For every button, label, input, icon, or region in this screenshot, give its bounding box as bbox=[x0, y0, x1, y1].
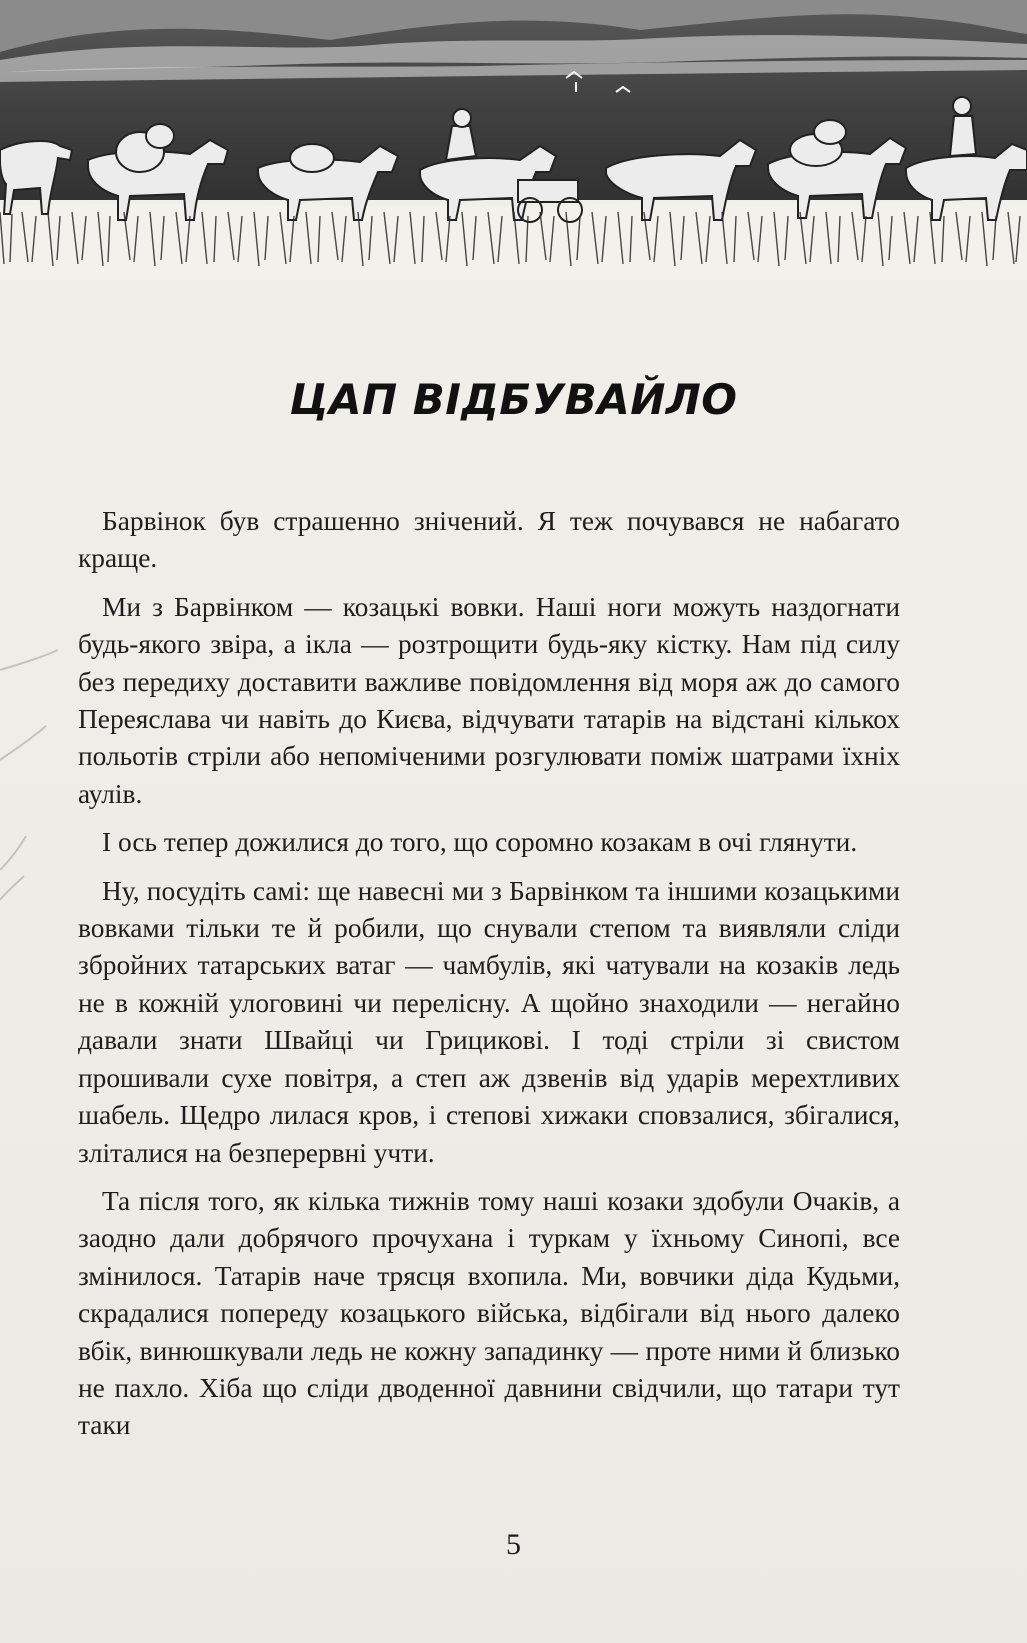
paragraph: Ну, посудіть самі: ще навесні ми з Барвінком та іншими козацькими вовками тільки те й робили, що снували степом та виявляли сліди збройних татарських ватаг — чамбулів, які чатували на козаків ледь не в кожній улоговині чи перелісну. А щойно знаходили — негайно давали знати Швайці чи Грицикові. І тоді стріли зі свистом прошивали сухе повітря, а степ аж дзвенів від ударів мерехтливих шабель. Щедро лилася кров, і степові хижаки сповзалися, збігалися, зліталися на безперервні учти. bbox=[78, 875, 900, 1168]
paragraph: Та після того, як кілька тижнів тому наші козаки здобули Очаків, а заодно дали добрячого прочухана і туркам у їхньому Синопі, все змінилося. Татарів наче трясця вхопила. Ми, вовчики діда Кудьми, скрадалися попереду козацького війська, відбігали від нього далеко вбік, винюшкували ледь не кожну западинку — проте ними й близько не пахло. Хіба що сліди дводенної давнини свідчили, що татари тут таки bbox=[78, 1185, 900, 1441]
chapter-title: ЦАП ВІДБУВАЙЛО bbox=[289, 375, 738, 424]
paragraph: І ось тепер дожилися до того, що соромно козакам в очі глянути. bbox=[102, 827, 858, 858]
paragraph: Барвінок був страшенно знічений. Я теж почувався не набагато краще. bbox=[78, 506, 900, 574]
caravan-illustration bbox=[0, 0, 1027, 280]
chapter-body bbox=[78, 503, 900, 1456]
paragraph: Ми з Барвінком — козацькі вовки. Наші ноги можуть наздогнати будь-якого звіра, а ікла — розтрощити будь-яку кістку. Нам під силу без передиху доставити важливе повідомлення від моря аж до самого Переяслава чи навіть до Києва, відчувати татарів на відстані кількох польотів стріли або непоміченими розгулювати поміж шатрами їхніх аулів. bbox=[78, 591, 900, 809]
page-number: 5 bbox=[506, 1528, 521, 1561]
